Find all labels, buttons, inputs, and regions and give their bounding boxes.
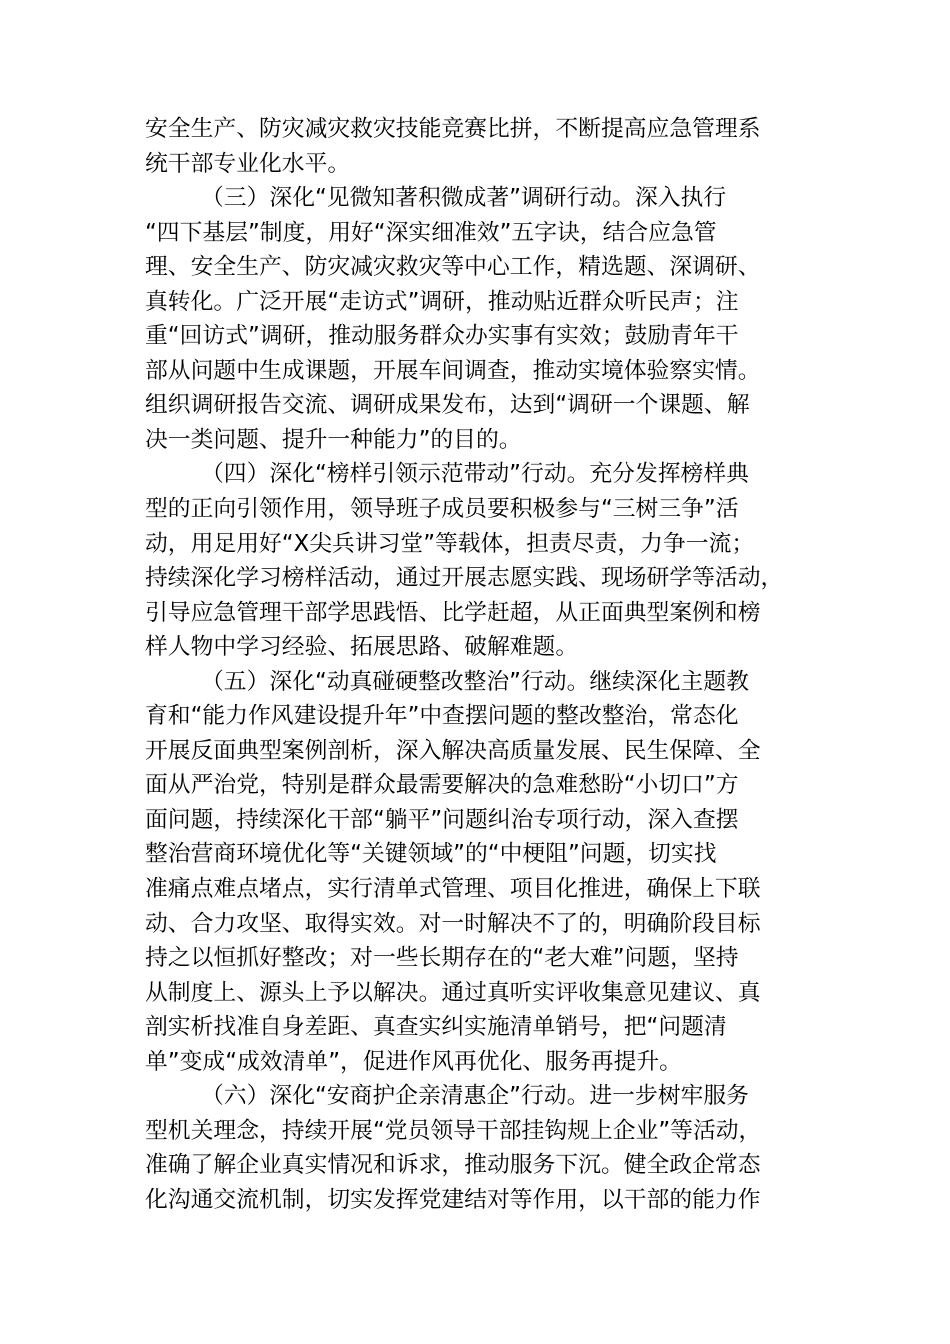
section-heading-3: （三）深化“见微知著积微成著”调研行动。深入执行: [201, 185, 727, 212]
text-line: 准痛点难点堵点，实行清单式管理、项目化推进，确保上下联: [145, 876, 761, 903]
text-line: “四下基层”制度，用好“深实细准效”五字诀，结合应急管: [145, 219, 717, 246]
text-line: 剖实析找准自身差距、真查实纠实施清单销号，把“问题清: [145, 1014, 727, 1041]
text-line: 重“回访式”调研，推动服务群众办实事有实效；鼓励青年干: [145, 323, 739, 350]
text-line: 部从问题中生成课题，开展车间调查，推动实境体验察实情。: [145, 357, 761, 384]
text-line: 动、合力攻坚、取得实效。对一时解决不了的，明确阶段目标: [145, 910, 761, 937]
text-line: 样人物中学习经验、拓展思路、破解难题。: [145, 634, 579, 661]
text-line: 育和“能力作风建设提升年”中查摆问题的整改整治，常态化: [145, 703, 739, 730]
text-line: 真转化。广泛开展“走访式”调研，推动贴近群众听民声；注: [145, 288, 739, 315]
text-line: 单”变成“成效清单”，促进作风再优化、服务再提升。: [145, 1048, 682, 1075]
text-line: 面问题，持续深化干部“躺平”问题纠治专项行动，深入查摆: [145, 806, 739, 833]
text-line: 理、安全生产、防灾减灾救灾等中心工作，精选题、深调研、: [145, 254, 761, 281]
text-line: 统干部专业化水平。: [145, 150, 351, 177]
text-line: 持之以恒抓好整改；对一些长期存在的“老大难”问题，坚持: [145, 945, 739, 972]
text-line: 持续深化学习榜样活动，通过开展志愿实践、现场研学等活动，: [145, 565, 784, 592]
text-line: 开展反面典型案例剖析，深入解决高质量发展、民生保障、全: [145, 737, 761, 764]
text-line: 准确了解企业真实情况和诉求，推动服务下沉。健全政企常态: [145, 1152, 761, 1179]
section-heading-5: （五）深化“动真碰硬整改整治”行动。继续深化主题教: [201, 668, 749, 695]
text-line: 型机关理念，持续开展“党员领导干部挂钩规上企业”等活动，: [145, 1117, 762, 1144]
text-line: 面从严治党，特别是群众最需要解决的急难愁盼“小切口”方: [145, 772, 739, 799]
text-line: 引导应急管理干部学思践悟、比学赶超，从正面典型案例和榜: [145, 599, 761, 626]
section-heading-6: （六）深化“安商护企亲清惠企”行动。进一步树牢服务: [201, 1083, 749, 1110]
text-line: 动，用足用好“X尖兵讲习堂”等载体，担责尽责，力争一流；: [145, 530, 755, 557]
section-heading-4: （四）深化“榜样引领示范带动”行动。充分发挥榜样典: [201, 461, 749, 488]
body-text: [145, 112, 815, 1218]
text-line: 从制度上、源头上予以解决。通过真听实评收集意见建议、真: [145, 979, 761, 1006]
text-line: 型的正向引领作用，领导班子成员要积极参与“三树三争”活: [145, 496, 739, 523]
text-line: 组织调研报告交流、调研成果发布，达到“调研一个课题、解: [145, 392, 750, 419]
text-line: 决一类问题、提升一种能力”的目的。: [145, 426, 522, 453]
text-line: 化沟通交流机制，切实发挥党建结对等作用，以干部的能力作: [145, 1186, 761, 1213]
text-line: 整治营商环境优化等“关键领域”的“中梗阻”问题，切实找: [145, 841, 717, 868]
text-line: 安全生产、防灾减灾救灾技能竞赛比拼，不断提高应急管理系: [145, 116, 761, 142]
